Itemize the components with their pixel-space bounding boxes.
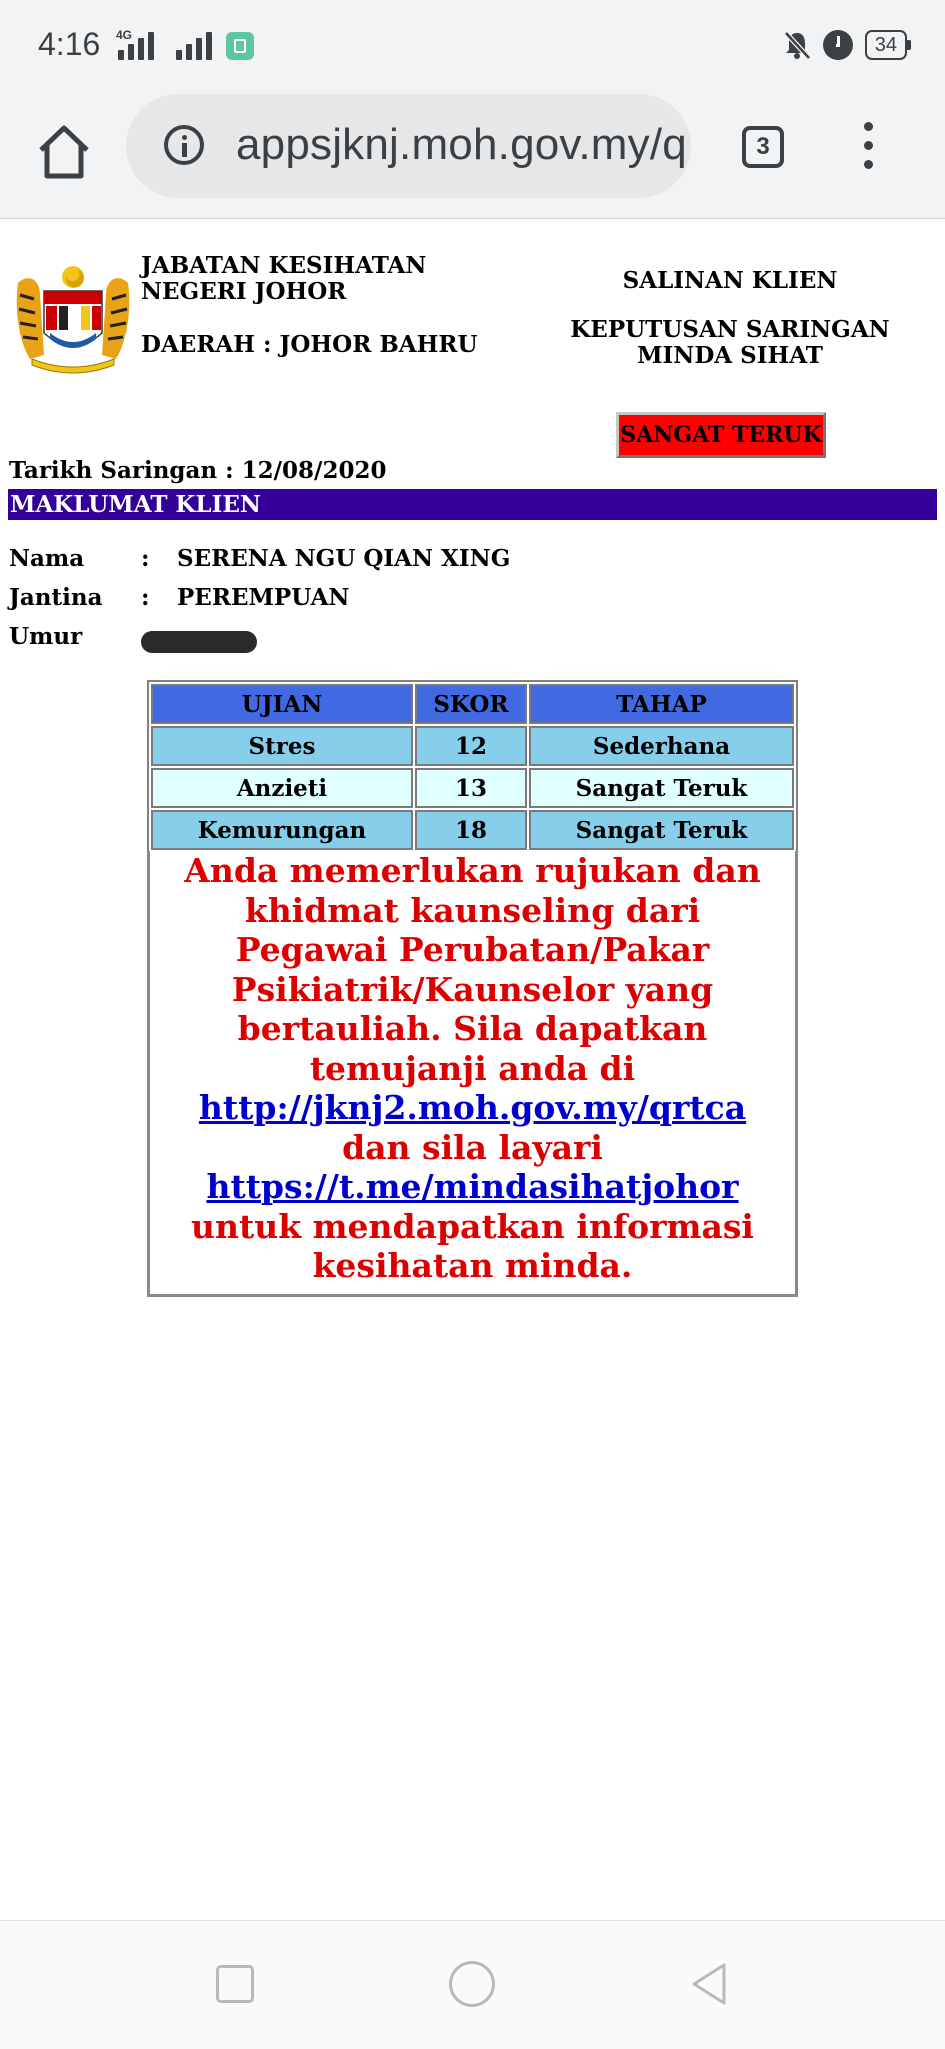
url-text[interactable]: appsjknj.moh.gov.my/q: [236, 120, 687, 169]
advice-text: [150, 851, 795, 1286]
status-time: 4:16: [38, 26, 101, 62]
client-gender-label: Jantina: [9, 584, 103, 611]
battery-icon: 34: [865, 30, 907, 60]
redacted-age: [141, 631, 257, 653]
back-icon[interactable]: [688, 1961, 728, 2007]
table-row: [151, 768, 794, 808]
table-header: TAHAP: [529, 684, 794, 724]
home-icon[interactable]: [36, 122, 92, 182]
info-icon[interactable]: [164, 125, 204, 165]
test-score: 18: [415, 810, 527, 850]
menu-icon[interactable]: [858, 122, 878, 174]
client-name-label: Nama: [9, 545, 85, 572]
table-header: SKOR: [415, 684, 527, 724]
copy-label: SALINAN KLIEN: [622, 267, 838, 294]
section-header: MAKLUMAT KLIEN: [8, 489, 937, 520]
client-name-value: SERENA NGU QIAN XING: [177, 545, 511, 572]
screening-date: Tarikh Saringan : 12/08/2020: [9, 457, 387, 484]
test-level: Sederhana: [529, 726, 794, 766]
malaysia-coat-of-arms-logo: [10, 263, 136, 375]
telegram-link[interactable]: https://t.me/mindasihatjohor: [206, 1167, 739, 1206]
test-score: 12: [415, 726, 527, 766]
table-row: [151, 726, 794, 766]
test-level: Sangat Teruk: [529, 768, 794, 808]
test-level: Sangat Teruk: [529, 810, 794, 850]
verdict-badge: SANGAT TERUK: [616, 412, 826, 458]
advice-text-part: Anda memerlukan rujukan dan khidmat kaunseling dari Pegawai Perubatan/Pakar Psikiatrik/Kaunselor yang bertauliah. Sila dapatkan temujanji anda di: [184, 851, 761, 1088]
table-header: UJIAN: [151, 684, 413, 724]
organization-name: JABATAN KESIHATAN NEGERI JOHOR: [141, 252, 427, 305]
signal-icon: [176, 32, 212, 60]
app-notification-icon: [226, 32, 254, 60]
mute-bell-icon: [783, 30, 811, 60]
table-header-row: [151, 684, 794, 724]
browser-toolbar: [0, 92, 945, 219]
address-bar[interactable]: [126, 94, 691, 198]
network-type: 4G: [116, 28, 133, 42]
test-name: Stres: [151, 726, 413, 766]
advice-box: [147, 851, 798, 1297]
district-label: DAERAH : JOHOR BAHRU: [141, 331, 478, 358]
decision-title: KEPUTUSAN SARINGAN MINDA SIHAT: [570, 316, 890, 369]
test-name: Kemurungan: [151, 810, 413, 850]
table-row: [151, 810, 794, 850]
separator: :: [141, 545, 150, 572]
client-gender-value: PEREMPUAN: [177, 584, 350, 611]
separator: :: [141, 584, 150, 611]
recent-apps-icon[interactable]: [216, 1965, 254, 2003]
results-table: [147, 680, 798, 854]
signal-icon: [118, 32, 154, 60]
advice-text-part: dan sila layari: [342, 1127, 603, 1167]
home-circle-icon[interactable]: [449, 1961, 495, 2007]
client-age-label: Umur: [9, 623, 83, 650]
system-nav-bar: [0, 1920, 945, 2049]
advice-text-part: untuk mendapatkan informasi kesihatan minda.: [191, 1206, 754, 1285]
tabs-icon[interactable]: 3: [742, 126, 784, 168]
test-score: 13: [415, 768, 527, 808]
status-bar: [0, 0, 945, 92]
test-name: Anzieti: [151, 768, 413, 808]
appointment-link[interactable]: http://jknj2.moh.gov.my/qrtca: [198, 1088, 747, 1127]
alarm-icon: [823, 30, 853, 60]
